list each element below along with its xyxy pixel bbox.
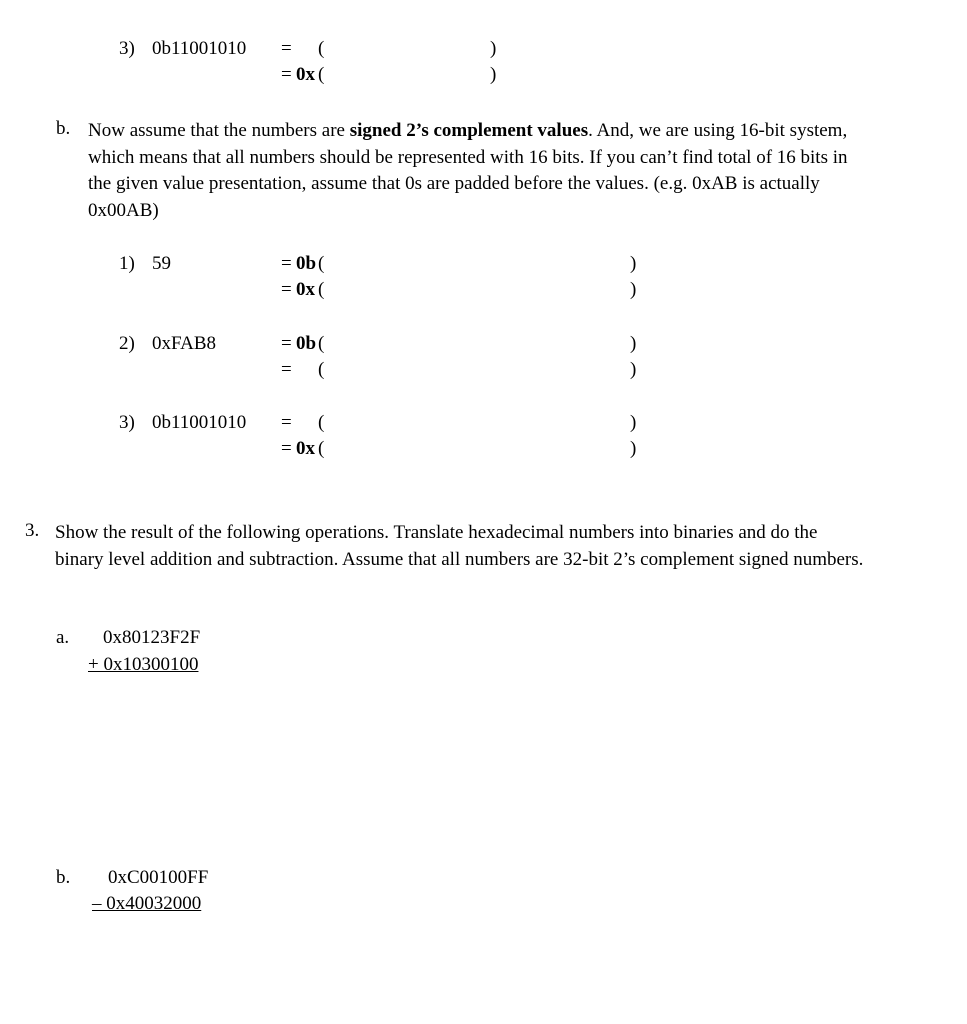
open-paren: ( [318, 64, 325, 85]
close-paren: ) [630, 253, 637, 274]
close-paren: ) [490, 38, 497, 59]
equals-sign: = [281, 333, 292, 354]
item-value: 0b11001010 [152, 38, 247, 59]
subquestion-a-label: a. [56, 627, 70, 648]
part-b-text-suffix: . And, we are using 16-bit system, which means that all numbers should be represented with 16 bits. If you can’t find total of 16 bits in the given value presentation, assume that 0s are padded before the values. (e.g. 0xAB is actually 0x00AB) [88, 120, 848, 221]
open-paren: ( [318, 253, 325, 274]
item-label: 1) [119, 253, 135, 274]
item-label: 2) [119, 333, 135, 354]
item-label: 3) [119, 412, 135, 433]
open-paren: ( [318, 333, 325, 354]
item-value: 0b11001010 [152, 412, 247, 433]
open-paren: ( [318, 38, 325, 59]
equals-sign: = [281, 253, 292, 274]
close-paren: ) [630, 279, 637, 300]
equals-sign: = [281, 64, 292, 85]
part-b-instructions [88, 118, 863, 224]
open-paren: ( [318, 359, 325, 380]
equals-sign: = [281, 359, 292, 380]
part-b-label: b. [56, 118, 71, 139]
hex-prefix: 0x [296, 438, 315, 459]
open-paren: ( [318, 412, 325, 433]
operand-1: 0x80123F2F [103, 627, 201, 648]
open-paren: ( [318, 279, 325, 300]
equals-sign: = [281, 412, 292, 433]
operand-2: – 0x40032000 [92, 893, 202, 914]
close-paren: ) [630, 412, 637, 433]
hex-prefix: 0x [296, 279, 315, 300]
equals-sign: = [281, 279, 292, 300]
part-b-text-bold: signed 2’s complement values [349, 120, 589, 141]
binary-prefix: 0b [296, 333, 317, 354]
equals-sign: = [281, 38, 292, 59]
open-paren: ( [318, 438, 325, 459]
operand-2: + 0x10300100 [88, 654, 199, 675]
equals-sign: = [281, 438, 292, 459]
item-label: 3) [119, 38, 135, 59]
close-paren: ) [630, 359, 637, 380]
close-paren: ) [630, 438, 637, 459]
part-b-text-prefix: Now assume that the numbers are [88, 120, 350, 141]
operand-1: 0xC00100FF [108, 867, 209, 888]
subquestion-b-label: b. [56, 867, 71, 888]
close-paren: ) [490, 64, 497, 85]
hex-prefix: 0x [296, 64, 315, 85]
close-paren: ) [630, 333, 637, 354]
binary-prefix: 0b [296, 253, 317, 274]
item-value: 0xFAB8 [152, 333, 217, 354]
question-3-text: Show the result of the following operations. Translate hexadecimal numbers into binaries and do the binary level addition and subtraction. Assume that all numbers are 32-bit 2’s complement signed numbers. [55, 522, 864, 570]
item-value: 59 [152, 253, 171, 274]
question-number: 3. [25, 520, 40, 541]
